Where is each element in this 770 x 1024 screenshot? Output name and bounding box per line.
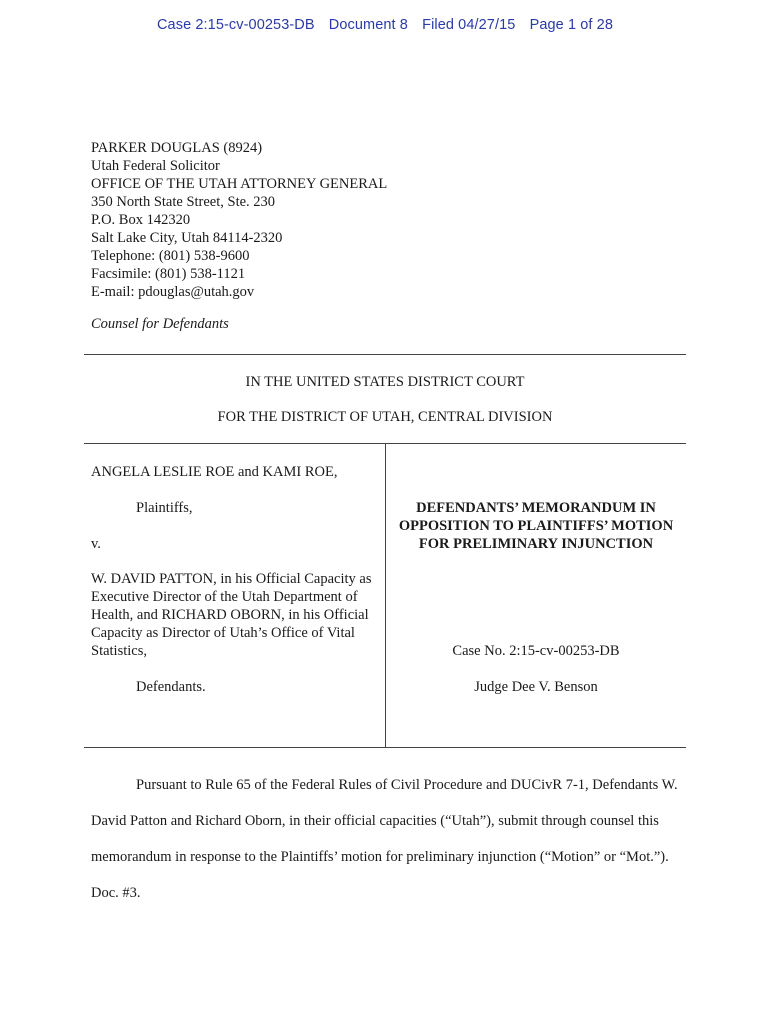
plaintiffs-label: Plaintiffs, bbox=[136, 500, 193, 516]
counsel-email: E-mail: pdouglas@utah.gov bbox=[91, 284, 255, 300]
case-number: Case No. 2:15-cv-00253-DB bbox=[452, 643, 620, 659]
divider-caption-bottom bbox=[84, 747, 686, 748]
judge-name: Judge Dee V. Benson bbox=[474, 679, 598, 695]
stamp-filed-date: Filed 04/27/15 bbox=[422, 17, 516, 33]
document-title-line-3: FOR PRELIMINARY INJUNCTION bbox=[418, 536, 654, 552]
caption-vertical-divider bbox=[385, 443, 386, 747]
defendants-label: Defendants. bbox=[136, 679, 206, 695]
stamp-document-number: Document 8 bbox=[328, 17, 408, 33]
body-paragraph: Pursuant to Rule 65 of the Federal Rules of Civil Procedure and DUCivR 7-1, Defendants W. David Patton and Richard Oborn, in their official capacities (“Utah”), submit through counsel this memorandum in response to the Plaintiffs’ motion for preliminary injunction (“Motion” or “Mot.”). Doc. #3. bbox=[91, 777, 678, 901]
court-name: IN THE UNITED STATES DISTRICT COURT bbox=[245, 374, 525, 390]
counsel-office: OFFICE OF THE UTAH ATTORNEY GENERAL bbox=[91, 176, 388, 192]
document-title-line-2: OPPOSITION TO PLAINTIFFS’ MOTION bbox=[398, 518, 674, 534]
stamp-page-number: Page 1 of 28 bbox=[529, 17, 613, 33]
counsel-title: Utah Federal Solicitor bbox=[91, 158, 220, 174]
versus-label: v. bbox=[91, 536, 101, 552]
counsel-street: 350 North State Street, Ste. 230 bbox=[91, 194, 276, 210]
counsel-po-box: P.O. Box 142320 bbox=[91, 212, 191, 228]
ecf-header-stamp bbox=[0, 17, 770, 33]
counsel-name: PARKER DOUGLAS (8924) bbox=[91, 140, 263, 156]
body-text bbox=[91, 767, 691, 911]
court-division: FOR THE DISTRICT OF UTAH, CENTRAL DIVISION bbox=[217, 409, 553, 425]
counsel-role: Counsel for Defendants bbox=[91, 316, 229, 332]
counsel-telephone: Telephone: (801) 538-9600 bbox=[91, 248, 250, 264]
document-title bbox=[386, 499, 686, 553]
counsel-block bbox=[91, 139, 387, 333]
counsel-city: Salt Lake City, Utah 84114-2320 bbox=[91, 230, 283, 246]
plaintiffs-names: ANGELA LESLIE ROE and KAMI ROE, bbox=[91, 464, 338, 480]
document-title-line-1: DEFENDANTS’ MEMORANDUM IN bbox=[416, 500, 656, 516]
stamp-case-number: Case 2:15-cv-00253-DB bbox=[156, 17, 315, 33]
counsel-facsimile: Facsimile: (801) 538-1121 bbox=[91, 266, 246, 282]
defendants-names: W. DAVID PATTON, in his Official Capacity as Executive Director of the Utah Department of Health, and RICHARD OBORN, in his Official Capacity as Director of Utah’s Office of Vital Statistics, bbox=[91, 571, 372, 659]
divider-top bbox=[84, 354, 686, 355]
